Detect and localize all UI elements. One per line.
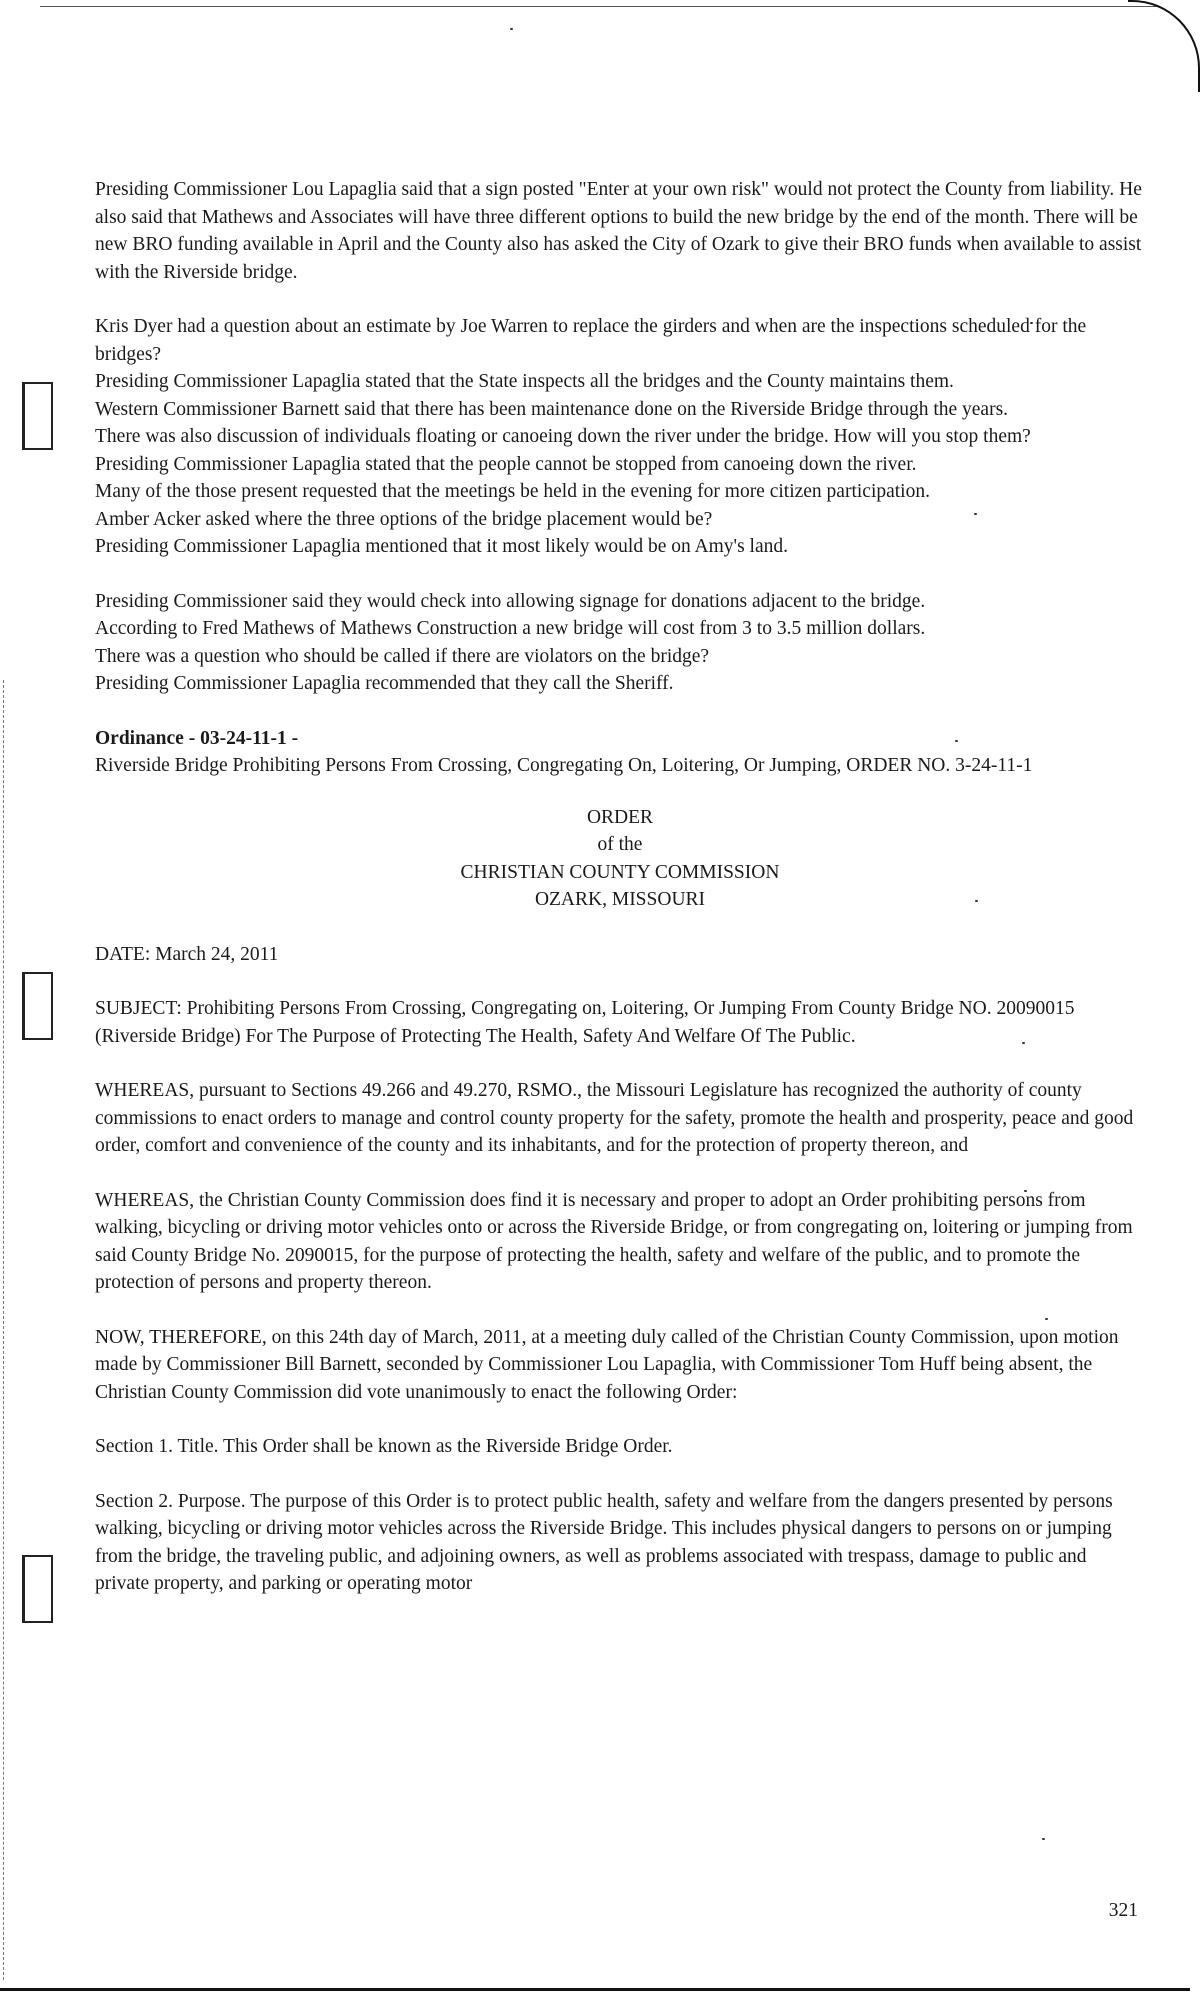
binder-hole-1 [22,382,53,450]
now-therefore: NOW, THEREFORE, on this 24th day of March, 2011, at a meeting duly called of the Christian County Commission, upon motion made by Commissioner Bill Barnett, seconded by Commissioner Lou Lapaglia, with Commissioner Tom Huff being absent, the Christian County Commission did vote unanimously to enact the following Order: [95,1326,1119,1403]
paragraph-liability: Presiding Commissioner Lou Lapaglia said that a sign posted "Enter at your own risk" would not protect the County from liability. He also said that Mathews and Associates will have three different options to build the new bridge by the end of the month. There will be new BRO funding available in April and the County also has asked the City of Ozark to give their BRO funds when available to assist with the Riverside bridge. [95,179,1142,283]
ordinance-description: Riverside Bridge Prohibiting Persons From Crossing, Congregating On, Loitering, Or Jumping, ORDER NO. 3-24-11-1 [95,755,1033,776]
paragraph-amber-acker: Amber Acker asked where the three options of the bridge placement would be? [95,508,713,530]
scan-bottom-edge [0,1988,1190,1991]
paragraph-cannot-stop: Presiding Commissioner Lapaglia stated that the people cannot be stopped from canoeing down the river. [95,453,917,475]
scan-top-edge [40,6,1160,7]
scan-speck [510,28,513,30]
paragraph-amys-land: Presiding Commissioner Lapaglia mentioned that it most likely would be on Amy's land. [95,536,788,557]
section-1-title: Section 1. Title. This Order shall be known as the Riverside Bridge Order. [95,1436,673,1457]
paragraph-canoeing-discussion: There was also discussion of individuals floating or canoeing down the river under the bridge. How will you stop them? [95,426,1031,447]
page-corner-curl [1128,0,1200,92]
paragraph-signage: Presiding Commissioner said they would check into allowing signage for donations adjacent to the bridge. [95,590,926,612]
binder-hole-2 [22,972,53,1040]
whereas-authority: WHEREAS, pursuant to Sections 49.266 and 49.270, RSMO., the Missouri Legislature has recognized the authority of county commissions to enact orders to manage and control county property for the safety, promote the health and prosperity, peace and good order, comfort and convenience of the county and its inhabitants, and for the protection of property thereon, and [95,1080,1134,1156]
paragraph-violators: There was a question who should be called if there are violators on the bridge? [95,645,710,667]
order-date: DATE: March 24, 2011 [95,943,279,965]
order-title: ORDER [586,806,654,828]
paragraph-barnett-maintenance: Western Commissioner Barnett said that there has been maintenance done on the Riverside Bridge through the years. [95,398,1009,420]
commission-location: OZARK, MISSOURI [534,889,706,910]
order-subject: SUBJECT: Prohibiting Persons From Crossing, Congregating on, Loitering, Or Jumping From County Bridge NO. 20090015 (Riverside Bridge) For The Purpose of Protecting The Health, Safety And Welfare Of The Public. [95,998,1075,1047]
order-of-the: of the [597,834,643,855]
whereas-necessity: WHEREAS, the Christian County Commission does find it is necessary and proper to adopt an Order prohibiting persons from walking, bicycling or driving motor vehicles onto or across the Riverside Bridge, or from congregating on, loitering or jumping from said County Bridge No. 2090015, for the purpose of protecting the health, safety and welfare of the public, and to promote the protection of persons and property thereon. [95,1189,1133,1293]
commission-name: CHRISTIAN COUNTY COMMISSION [460,861,780,883]
paragraph-sheriff: Presiding Commissioner Lapaglia recommended that they call the Sheriff. [95,673,674,694]
paragraph-kris-dyer: Kris Dyer had a question about an estimate by Joe Warren to replace the girders and when are the inspections scheduled for the bridges? [95,316,1087,365]
page-number: 321 [1108,1900,1138,1921]
scan-speck [1042,1838,1045,1840]
paragraph-bridge-cost: According to Fred Mathews of Mathews Construction a new bridge will cost from 3 to 3.5 million dollars. [95,618,926,639]
paragraph-evening-meetings: Many of the those present requested that the meetings be held in the evening for more citizen participation. [95,481,930,502]
section-2-purpose: Section 2. Purpose. The purpose of this Order is to protect public health, safety and welfare from the dangers presented by persons walking, bicycling or driving motor vehicles across the Riverside Bridge. This includes physical dangers to persons on or jumping from the bridge, the traveling public, and adjoining owners, as well as problems associated with trespass, damage to public and private property, and parking or operating motor [95,1490,1113,1594]
paragraph-state-inspects: Presiding Commissioner Lapaglia stated that the State inspects all the bridges and the County maintains them. [95,371,954,392]
scan-left-edge [3,680,4,1980]
document-body [95,176,1145,1598]
ordinance-heading: Ordinance - 03-24-11-1 - [95,727,299,749]
binder-hole-3 [22,1555,53,1623]
